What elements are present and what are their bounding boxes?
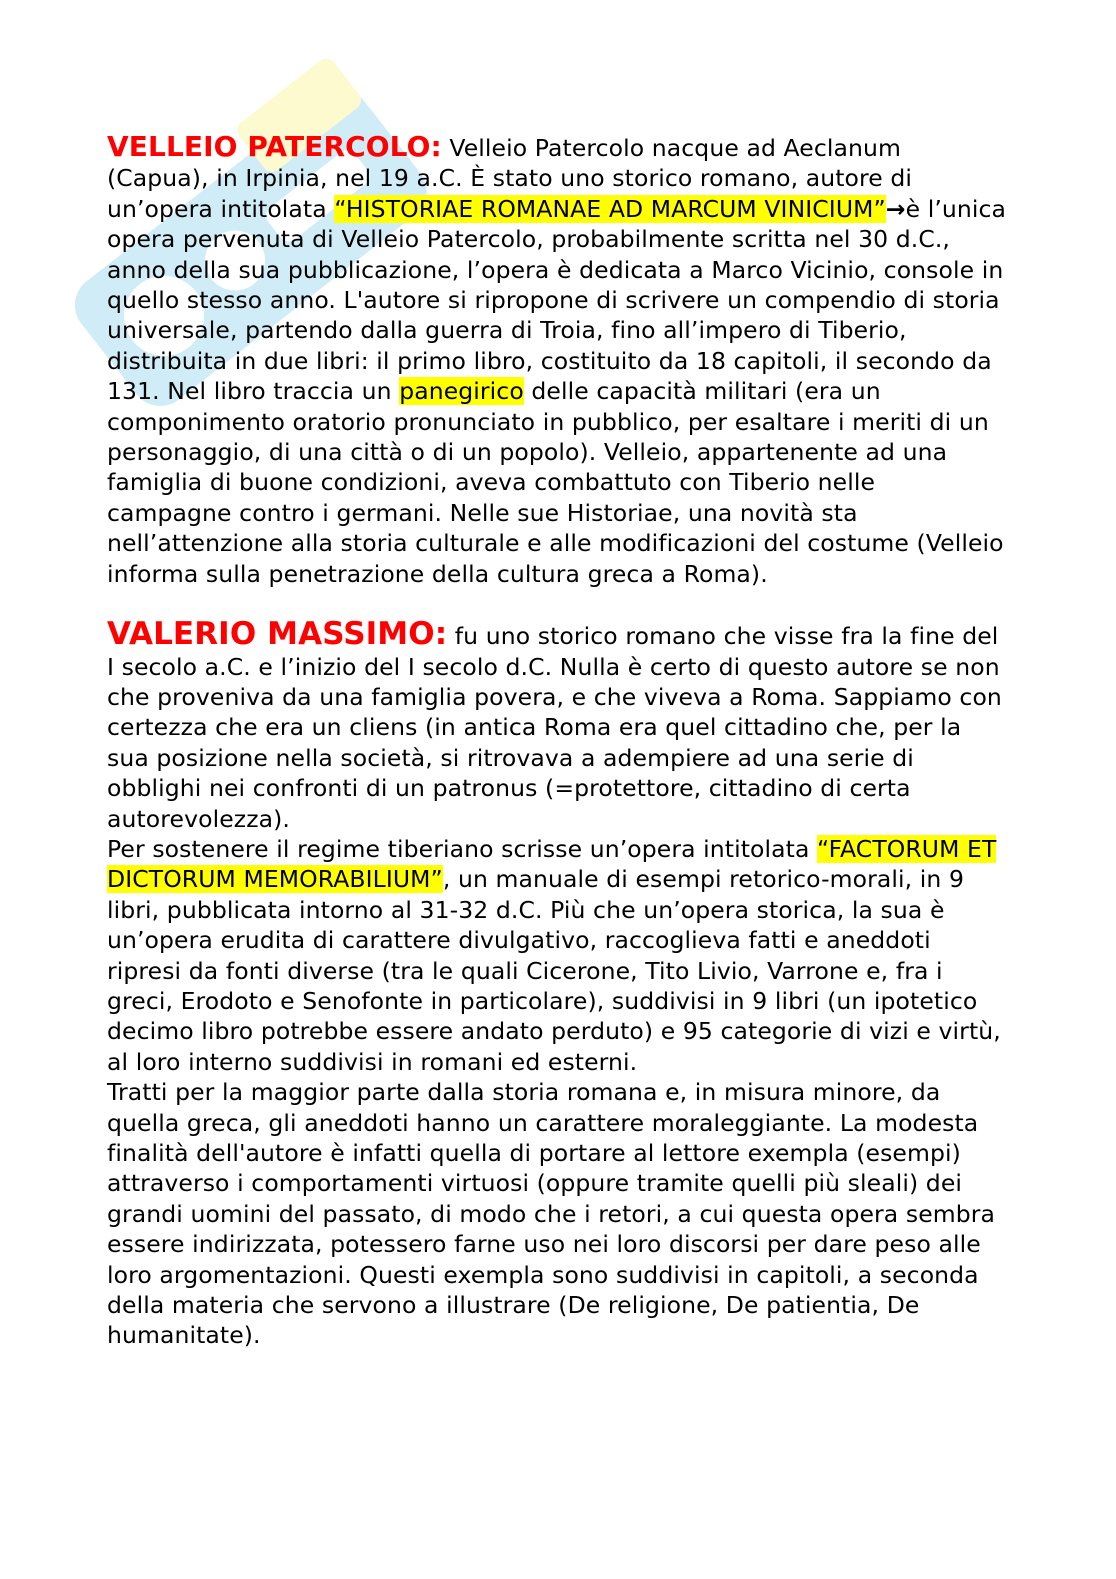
body-text: fu uno storico romano che visse fra la fine del I secolo a.C. e l’inizio del I secolo d.C. Nulla è certo di questo autore se non che proveniva da una famiglia povera, e che viveva a Roma. Sappiamo con certezza che era un cliens (in antica Roma era quel cittadino che, per la sua posizione nella società, si ritrovava a adempiere ad una serie di obblighi nei confronti di un patronus (=protettore, cittadino di certa autorevolezza). (107, 622, 1002, 833)
arrow-right-icon: → (885, 194, 906, 223)
body-text: , un manuale di esempi retorico-morali, in 9 libri, pubblicata intorno al 31-32 d.C. Più che un’opera storica, la sua è un’opera erudita di carattere divulgativo, raccoglieva fatti e aneddoti ripresi da fonti diverse (tra le quali Cicerone, Tito Livio, Varrone e, fra i greci, Erodoto e Senofonte in particolare), suddivisi in 9 libri (un ipotetico decimo libro potrebbe essere andato perduto) e 95 categorie di vizi e virtù, al loro interno suddivisi in romani ed esterni. (107, 865, 1001, 1076)
highlighted-title: “FACTORUM ET DICTORUM MEMORABILIUM” (107, 834, 997, 894)
paragraph (107, 1077, 1007, 1351)
body-text: Tratti per la maggior parte dalla storia romana e, in misura minore, da quella greca, gli aneddoti hanno un carattere moraleggiante. La modesta finalità dell'autore è infatti quella di portare al lettore exempla (esempi) attraverso i comportamenti virtuosi (oppure tramite quelli più sleali) dei grandi uomini del passato, di modo che i retori, a cui questa opera sembra essere indirizzata, potessero farne uso nei loro discorsi per dare peso alle loro argomentazioni. Questi exempla sono suddivisi in capitoli, a seconda della materia che servono a illustrare (De religione, De patientia, De humanitate). (107, 1078, 996, 1350)
document-body (107, 132, 1007, 1351)
section-valerio-massimo (107, 616, 1007, 834)
body-text: delle capacità militari (era un componimento oratorio pronunciato in pubblico, per esaltare i meriti di un personaggio, di una città o di un popolo). Velleio, appartenente ad una famiglia di buone condizioni, aveva combattuto con Tiberio nelle campagne contro i germani. Nelle sue Historiae, una novità sta nell’attenzione alla storia culturale e alle modificazioni del costume (Velleio informa sulla penetrazione della cultura greca a Roma). (107, 377, 1004, 588)
section-heading: VALERIO MASSIMO: (107, 616, 448, 653)
paragraph (107, 834, 1007, 1077)
section-velleio-patercolo (107, 132, 1007, 589)
section-heading: VELLEIO PATERCOLO: (107, 130, 442, 163)
body-text: Velleio Patercolo nacque ad Aeclanum (Capua), in Irpinia, nel 19 a.C. È stato uno storico romano, autore di un’opera intitolata (107, 134, 913, 223)
section-spacer (107, 589, 1007, 619)
body-text: Per sostenere il regime tiberiano scrisse un’opera intitolata (107, 834, 818, 863)
body-text: è l’unica opera pervenuta di Velleio Patercolo, probabilmente scritta nel 30 d.C., anno della sua pubblicazione, l’opera è dedicata a Marco Vicinio, console in quello stesso anno. L'autore si ripropone di scrivere un compendio di storia universale, partendo dalla guerra di Troia, fino all’impero di Tiberio, distribuita in due libri: il primo libro, costituito da 18 capitoli, il secondo da 131. Nel libro traccia un (107, 194, 1007, 406)
highlighted-term: panegirico (399, 377, 524, 406)
highlighted-title: “HISTORIAE ROMANAE AD MARCUM VINICIUM” (334, 194, 886, 223)
